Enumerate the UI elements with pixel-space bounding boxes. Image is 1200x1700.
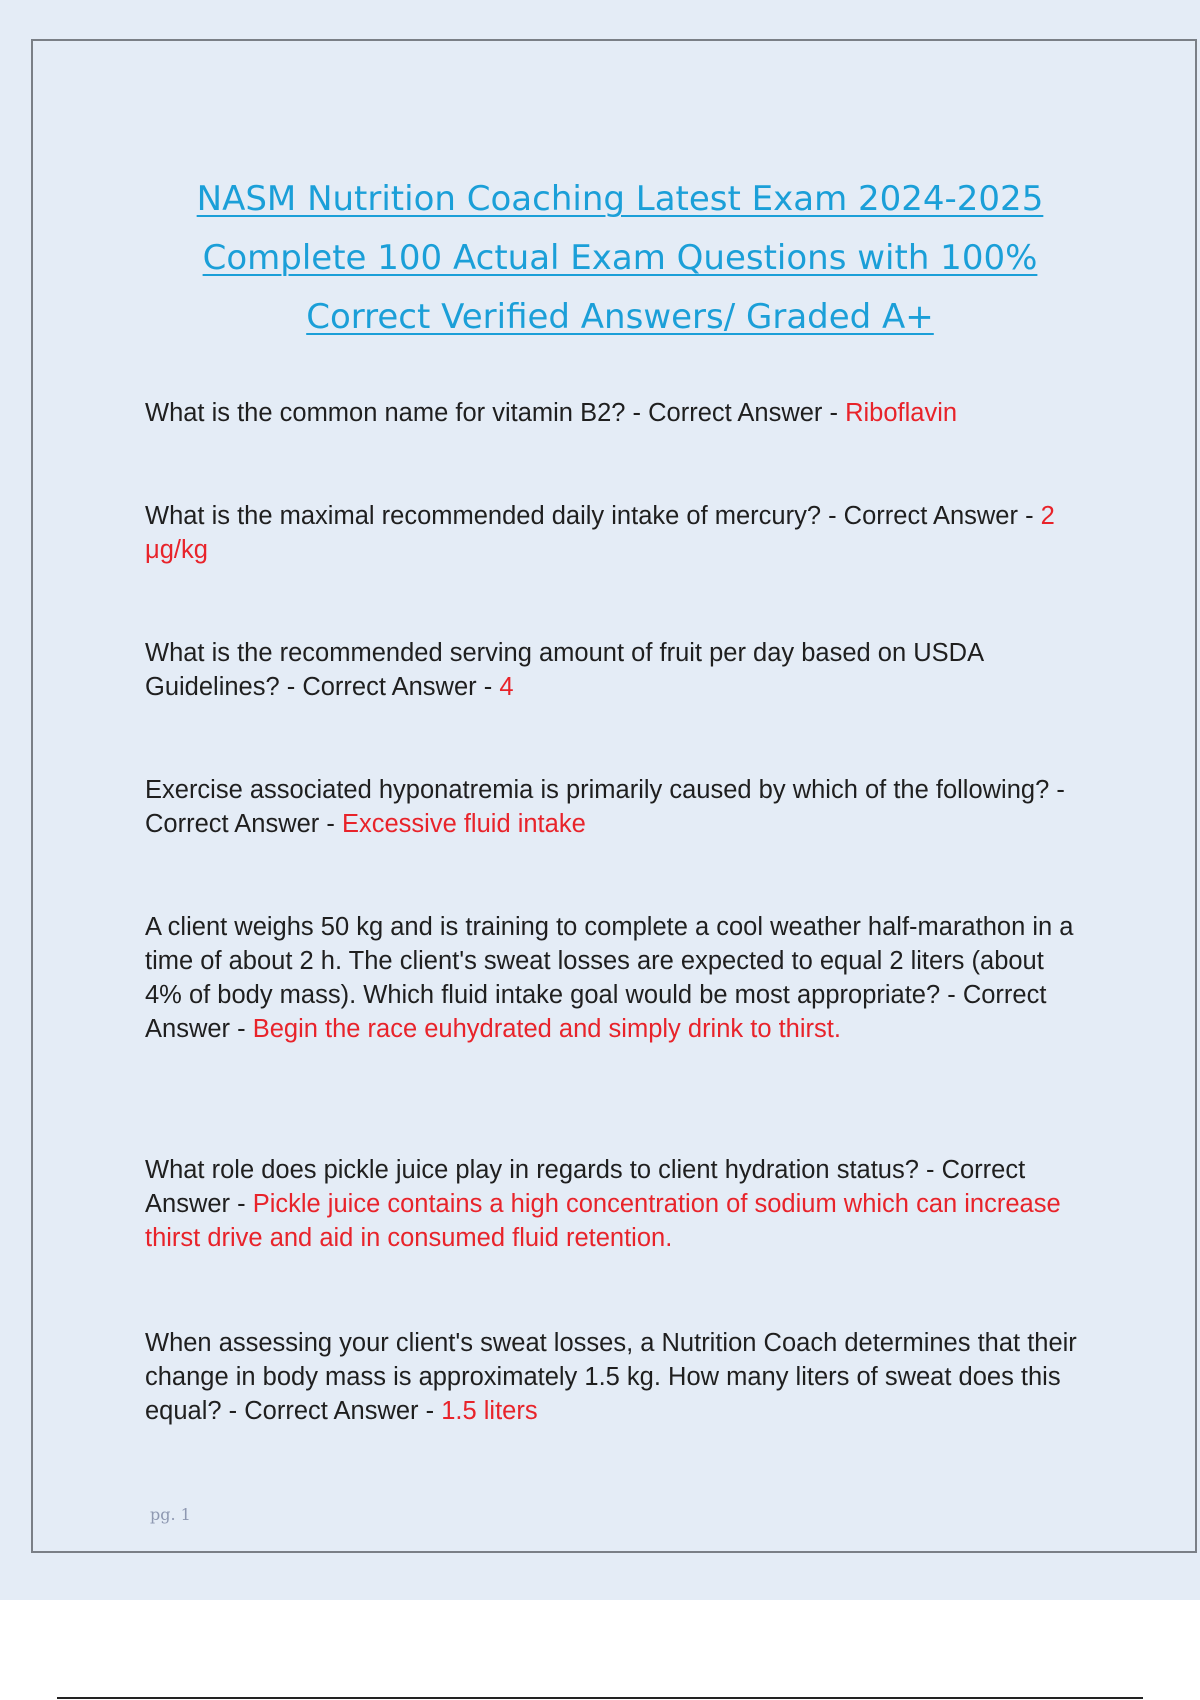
title-line-1[interactable]: NASM Nutrition Coaching Latest Exam 2024-2025 [196,179,1044,219]
answer-text: Riboflavin [845,399,958,427]
qa-item-1 [145,396,1085,430]
question-text: Exercise associated hyponatremia is primarily caused by which of the following? [145,776,1050,804]
question-text: When assessing your client's sweat losses, a Nutrition Coach determines that their change in body mass is approximately 1.5 kg. How many liters of sweat does this equal? [145,1329,1077,1425]
question-text: What role does pickle juice play in regards to client hydration status? [145,1156,919,1184]
question-text: What is the common name for vitamin B2? [145,399,626,427]
question-text: What is the recommended serving amount of fruit per day based on USDA Guidelines? [145,639,983,701]
answer-text: 2 μg/kg [145,502,1055,564]
title-line-2[interactable]: Complete 100 Actual Exam Questions with 100% [202,238,1038,278]
qa-item-6 [145,1153,1085,1255]
page-number: pg. 1 [150,1505,191,1524]
answer-separator: - Correct Answer - [145,776,1065,838]
answer-separator: - Correct Answer - [279,673,500,701]
answer-separator: - Correct Answer - [145,981,1047,1043]
answer-text: Pickle juice contains a high concentration of sodium which can increase thirst drive and aid in consumed fluid retention. [145,1190,1061,1252]
question-text: A client weighs 50 kg and is training to complete a cool weather half-marathon in a time of about 2 h. The client's sweat losses are expected to equal 2 liters (about 4% of body mass). Which fluid intake goal would be most appropriate? [145,913,1074,1009]
qa-item-4 [145,773,1085,841]
answer-separator: - Correct Answer - [145,1156,1026,1218]
qa-item-5 [145,910,1085,1046]
answer-separator: - Correct Answer - [625,399,846,427]
qa-item-7 [145,1326,1085,1428]
answer-text: 1.5 liters [441,1397,538,1425]
qa-item-2 [145,499,1085,567]
question-text: What is the maximal recommended daily intake of mercury? [145,502,822,530]
qa-item-3 [145,636,1085,704]
answer-separator: - Correct Answer - [221,1397,442,1425]
bottom-divider [57,1697,1143,1699]
answer-text: Begin the race euhydrated and simply drink to thirst. [252,1015,841,1043]
answer-text: 4 [499,673,514,701]
title-line-3[interactable]: Correct Verified Answers/ Graded A+ [306,297,934,337]
answer-text: Excessive fluid intake [341,810,586,838]
document-title [120,170,1120,347]
answer-separator: - Correct Answer - [821,502,1041,530]
